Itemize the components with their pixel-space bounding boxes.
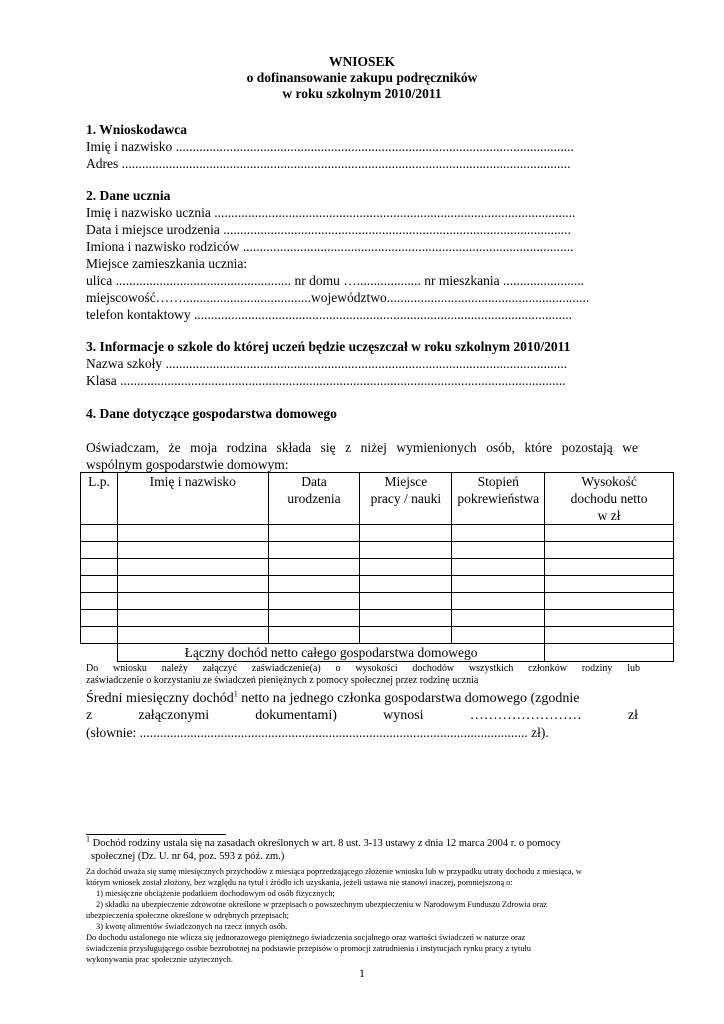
table-cell[interactable] [360,627,452,644]
town-line: miejscowość……......................................województwo............................................................ [86,290,590,305]
header-birth-date: Data urodzenia [268,473,360,525]
table-cell[interactable] [268,576,360,593]
table-cell[interactable] [360,542,452,559]
residence-label: Miejsce zamieszkania ucznia: [86,256,248,271]
table-row [81,525,674,542]
table-cell[interactable] [360,576,452,593]
table-cell[interactable] [452,627,545,644]
table-cell[interactable] [545,525,674,542]
table-cell[interactable] [117,610,268,627]
table-cell[interactable] [117,525,268,542]
table-cell[interactable] [268,542,360,559]
table-cell[interactable] [117,627,268,644]
table-cell[interactable] [268,525,360,542]
phone-line: telefon kontaktowy ................................................................................................................ [86,307,572,322]
table-cell[interactable] [360,593,452,610]
deduction-item-1: 1) miesięczne obciążenie podatkiem dochodowym od osób fizycznych; [96,889,335,898]
household-table [80,472,674,662]
parents-line: Imiona i nazwisko rodziców .................................................................................................. [86,239,574,254]
section-2-heading: 2. Dane ucznia [86,188,171,203]
attachment-note: Do wniosku należy załączyć zaświadczenie(a) o wysokości dochodów wszystkich członków rodziny lub [86,663,640,674]
header-relation: Stopień pokrewieństwa [452,473,545,525]
table-cell[interactable] [545,576,674,593]
table-row [81,627,674,644]
section-4-heading: 4. Dane dotyczące gospodarstwa domowego [86,406,337,421]
table-cell[interactable] [452,610,545,627]
header-name: Imię i nazwisko [117,473,268,525]
table-row [81,559,674,576]
table-cell[interactable] [117,559,268,576]
table-cell[interactable] [452,576,545,593]
deduction-item-2-cont: ubezpieczenia społeczne określone w odrębnych przepisach; [86,911,289,920]
household-statement: Oświadczam, że moja rodzina składa się z niżej wymienionych osób, które pozostają we [86,440,638,455]
table-cell[interactable] [268,559,360,576]
header-income: Wysokość dochodu netto w zł [545,473,674,525]
header-lp: L.p. [81,473,118,525]
table-cell[interactable] [360,525,452,542]
total-income-cell[interactable] [545,644,674,662]
table-cell[interactable] [81,542,118,559]
birth-line: Data i miejsce urodzenia ....................................................................................................... [86,222,571,237]
table-cell[interactable] [268,627,360,644]
exclusion-note-end: wykonywania prac społecznie użytecznych. [86,955,233,964]
table-cell[interactable] [268,610,360,627]
table-cell[interactable] [452,559,545,576]
table-cell[interactable] [360,610,452,627]
table-cell[interactable] [117,542,268,559]
table-cell[interactable] [81,559,118,576]
table-cell[interactable] [81,627,118,644]
table-cell[interactable] [545,627,674,644]
table-cell[interactable] [452,593,545,610]
table-header-row [81,473,674,525]
attachment-note-cont: zaświadczenie o korzystaniu ze świadczeń pieniężnych z pomocy społecznej przez rodzinę ucznia [86,675,479,686]
header-work-place: Miejsce pracy / nauki [360,473,452,525]
table-cell[interactable] [545,610,674,627]
exclusion-note-cont: świadczenia przysługującego osobie bezrobotnej na podstawie przepisów o promocji zatrudnienia i instytucjach rynku pracy z tytułu [86,944,531,953]
table-cell[interactable] [117,576,268,593]
page-number: 1 [359,966,365,980]
table-cell[interactable] [81,525,118,542]
footnote-ref: 1 [233,690,238,699]
table-cell[interactable] [545,542,674,559]
section-1-heading: 1. Wnioskodawca [86,122,188,137]
form-school-year: w roku szkolnym 2010/2011 [282,86,442,101]
table-blank-cell [81,644,118,662]
street-line: ulica .................................................... nr domu …................... nr mieszkania ........................ [86,273,584,288]
table-row [81,542,674,559]
table-cell[interactable] [117,593,268,610]
table-cell[interactable] [545,593,674,610]
form-title: WNIOSEK [328,54,396,69]
table-row [81,610,674,627]
total-income-label: Łączny dochód netto całego gospodarstwa domowego [117,644,544,662]
student-name-line: Imię i nazwisko ucznia ........................................................................................................... [86,205,576,220]
section-3-heading: 3. Informacje o szkole do której uczeń będzie uczęszczał w roku szkolnym 2010/2011 [86,339,571,354]
income-definition-cont: którym wniosek został złożony, bez względu na tytuł i źródło ich uzyskania, jeżeli ustawa nie stanowi inaczej, pomniejszoną o: [86,878,513,887]
footnote-text-cont: społecznej (Dz. U. nr 64, poz. 593 z póź. zm.) [91,851,285,862]
applicant-address-line: Adres ..................................................................................................................................... [86,156,571,171]
footnote-text: $^1$ Dochód rodziny ustala się na zasadach określonych w art. 8 ust. 3-13 ustawy z dnia 12 marca 2004 r. o pomocy [86,834,561,849]
table-row [81,593,674,610]
table-cell[interactable] [452,542,545,559]
average-income-amount: z załączonymi dokumentami) wynosi …………………… zł [86,708,638,723]
deduction-item-2: 2) składki na ubezpieczenie zdrowotne określone w przepisach o powszechnym ubezpieczeniu w Narodowym Funduszu Zdrowia oraz [96,900,547,909]
table-cell[interactable] [452,525,545,542]
footnote-separator [86,834,226,835]
school-name-line: Nazwa szkoły ....................................................................................................................... [86,356,568,371]
household-statement-cont: wspólnym gospodarstwie domowym: [86,457,289,472]
exclusion-note: Do dochodu ustalonego nie wlicza się jednorazowego pieniężnego świadczenia socjalnego oraz wartości świadczeń w naturze oraz [86,933,526,942]
average-income-line: Średni miesięczny dochód$^1$ netto na jednego członka gospodarstwa domowego (zgodnie [86,690,580,706]
table-row [81,576,674,593]
table-cell[interactable] [81,610,118,627]
amount-in-words-line: (słownie: ................................................................................................................... zł). [86,725,549,740]
table-total-row [81,644,674,662]
income-definition: Za dochód uważa się sumę miesięcznych przychodów z miesiąca poprzedzającego złożenie wniosku lub w przypadku utraty dochodu z miesiąca, w [86,867,582,876]
applicant-name-line: Imię i nazwisko ...................................................................................................................... [86,139,574,154]
table-cell[interactable] [268,593,360,610]
table-cell[interactable] [81,593,118,610]
table-cell[interactable] [545,559,674,576]
table-cell[interactable] [360,559,452,576]
form-subtitle: o dofinansowanie zakupu podręczników [246,70,478,85]
class-line: Klasa .................................................................................................................................... [86,373,566,388]
table-cell[interactable] [81,576,118,593]
deduction-item-3: 3) kwotę alimentów świadczonych na rzecz innych osób. [96,922,288,931]
